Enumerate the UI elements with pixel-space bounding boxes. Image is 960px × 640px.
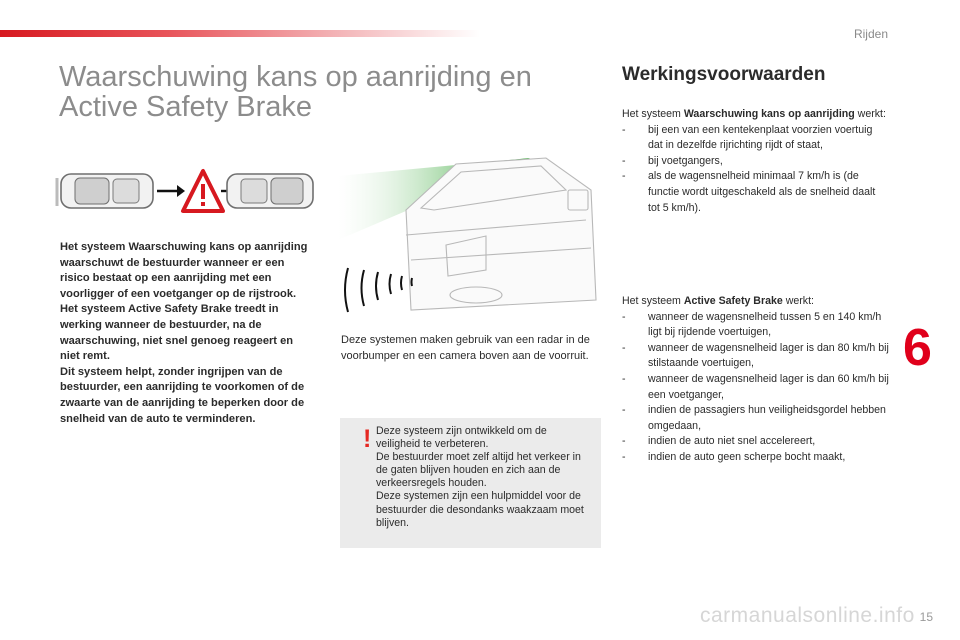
watermark: carmanualsonline.info bbox=[700, 604, 915, 627]
conditions-intro: Het systeem Waarschuwing kans op aanrijding werkt: bbox=[622, 108, 886, 120]
warning-line: Deze systemen zijn een hulpmiddel voor de bestuurder die desondanks waakzaam moet blijven. bbox=[376, 490, 584, 529]
warning-triangle-icon bbox=[183, 171, 223, 211]
system-name: Active Safety Brake bbox=[683, 295, 783, 307]
warning-line: Deze systeem zijn ontwikkeld om de veiligheid te verbeteren. bbox=[376, 425, 547, 451]
system-name: Waarschuwing kans op aanrijding bbox=[683, 108, 855, 120]
arrow-right-icon bbox=[157, 185, 185, 197]
list-item: - indien de auto geen scherpe bocht maakt, bbox=[622, 450, 846, 463]
list-item: - als de wagensnelheid minimaal 7 km/h is (de functie wordt uitgeschakeld als de snelheid daalt tot 5 km/h). bbox=[622, 170, 876, 214]
list-item: - bij voetgangers, bbox=[622, 154, 723, 167]
sensor-caption: Deze systemen maken gebruik van een radar in de voorbumper en een camera boven aan de voorruit. bbox=[341, 334, 590, 362]
intro-text bbox=[60, 240, 312, 427]
radar-waves-icon bbox=[345, 268, 412, 312]
list-item: - wanneer de wagensnelheid tussen 5 en 140 km/h ligt bij rijdende voertuigen, bbox=[622, 310, 882, 339]
conditions-list bbox=[622, 310, 890, 466]
page-number: 15 bbox=[919, 610, 933, 624]
list-item: - wanneer de wagensnelheid lager is dan 80 km/h bij stilstaande voertuigen, bbox=[622, 341, 889, 370]
exclamation-warning-icon: ! bbox=[363, 425, 372, 453]
warning-box bbox=[340, 418, 601, 548]
list-item: - bij een van een kentekenplaat voorzien voertuig dat in dezelfde rijrichting rijdt of staat, bbox=[622, 123, 873, 152]
chapter-label: Rijden bbox=[853, 27, 888, 41]
collision-warning-illustration bbox=[55, 168, 320, 216]
list-item: - wanneer de wagensnelheid lager is dan 60 km/h bij een voetganger, bbox=[622, 372, 889, 401]
conditions-active-safety-brake bbox=[622, 294, 890, 466]
list-item: - indien de passagiers hun veiligheidsgordel hebben omgedaan, bbox=[622, 404, 886, 432]
front-car-icon bbox=[227, 174, 313, 208]
rear-car-icon bbox=[57, 174, 153, 208]
van-radar-camera-illustration bbox=[336, 150, 600, 325]
warning-line: De bestuurder moet zelf altijd het verkeer in de gaten blijven houden en zich aan de verkeersregels houden. bbox=[376, 451, 581, 490]
page-title: Waarschuwing kans op aanrijding en Active Safety Brake bbox=[59, 61, 532, 123]
conditions-collision-warning bbox=[622, 107, 890, 216]
header-accent-bar bbox=[0, 30, 480, 37]
intro-paragraph-2: Het systeem Active Safety Brake treedt in werking wanneer de bestuurder, na de waarschuwing, niet snel genoeg reageert en niet remt. bbox=[60, 303, 294, 363]
chapter-number: 6 bbox=[903, 319, 932, 377]
warning-text bbox=[376, 425, 591, 530]
list-item: - indien de auto niet snel accelereert, bbox=[622, 435, 816, 448]
intro-paragraph-1: Het systeem Waarschuwing kans op aanrijding waarschuwt de bestuurder wanneer er een risico bestaat op een aanrijding met een voorligger of een voetganger op de rijstrook. bbox=[60, 241, 308, 300]
section-title: Werkingsvoorwaarden bbox=[622, 64, 826, 85]
intro-paragraph-3: Dit systeem helpt, zonder ingrijpen van de bestuurder, een aanrijding te voorkomen of de zwaarte van de aanrijding te beperken door de snelheid van de auto te verminderen. bbox=[60, 365, 305, 425]
conditions-intro: Het systeem Active Safety Brake werkt: bbox=[622, 295, 814, 307]
conditions-list bbox=[622, 123, 890, 217]
